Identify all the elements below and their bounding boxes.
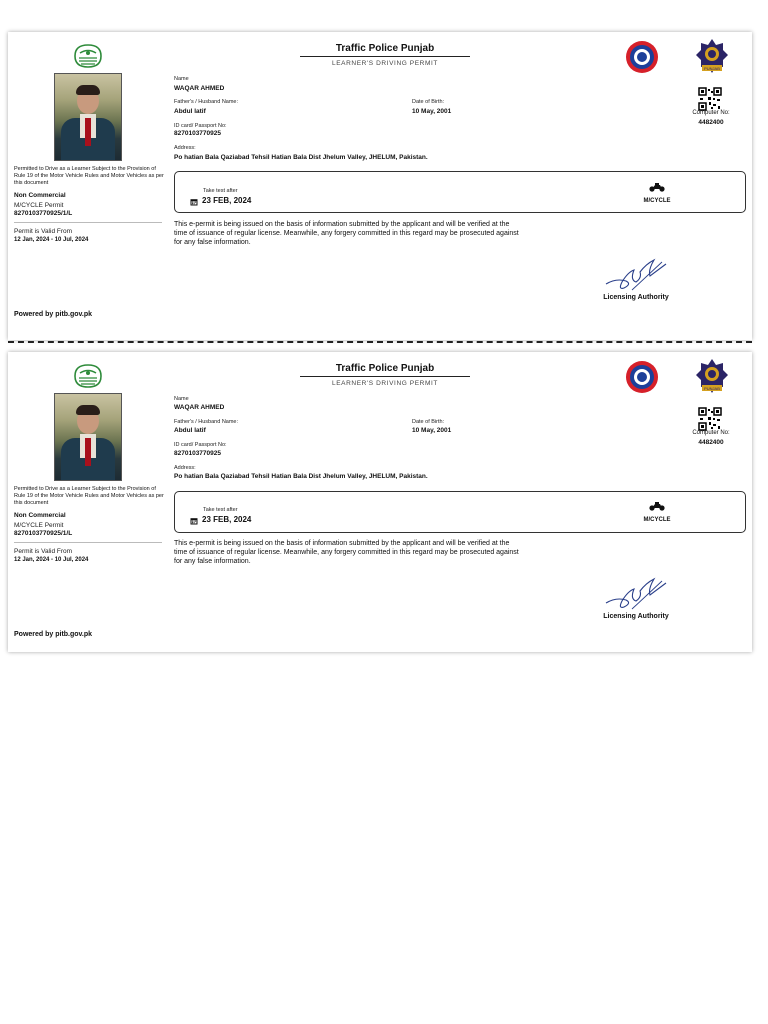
- father-label: Father's / Husband Name:: [174, 99, 239, 105]
- qr-code-icon: [698, 407, 722, 431]
- divider: [14, 222, 162, 223]
- address-label: Address:: [174, 465, 196, 471]
- title-rule: [300, 56, 470, 57]
- applicant-name: WAQAR AHMED: [174, 404, 225, 411]
- badge-text: PUNJAB: [704, 386, 720, 391]
- licensing-authority: Licensing Authority: [603, 294, 669, 301]
- title-rule: [300, 376, 470, 377]
- calendar-icon: [190, 198, 198, 206]
- badge-text: PUNJAB: [704, 66, 720, 71]
- date-of-birth: 10 May, 2001: [412, 427, 452, 434]
- address: Po hatian Bala Qaziabad Tehsil Hatian Bala Dist Jhelum Valley, JHELUM, Pakistan.: [174, 154, 428, 161]
- father-name: Abdul latif: [174, 427, 206, 434]
- non-commercial-label: Non Commercial: [14, 192, 66, 199]
- address-label: Address:: [174, 145, 196, 151]
- id-number: 8270103770925: [174, 450, 221, 457]
- name-label: Name: [174, 396, 189, 402]
- address: Po hatian Bala Qaziabad Tehsil Hatian Bala Dist Jhelum Valley, JHELUM, Pakistan.: [174, 473, 428, 480]
- header-title: Traffic Police Punjab: [335, 43, 435, 54]
- test-label: Take test after: [203, 507, 238, 513]
- test-date: 23 FEB, 2024: [202, 515, 252, 524]
- header-title: Traffic Police Punjab: [335, 363, 435, 374]
- id-number: 8270103770925: [174, 130, 221, 137]
- punjab-government-logo: [72, 42, 104, 70]
- test-label: Take test after: [203, 188, 238, 194]
- traffic-police-emblem: [625, 360, 659, 394]
- qr-code-icon: [698, 87, 722, 111]
- permit-number: 8270103770925/1/L: [14, 530, 73, 537]
- vehicle-type: M/CYCLE: [643, 517, 671, 523]
- powered-by: Powered by pitb.gov.pk: [14, 311, 93, 318]
- divider: [14, 542, 162, 543]
- punjab-government-logo: [72, 362, 104, 390]
- permit-card-2: [8, 352, 752, 652]
- valid-label: Permit is Valid From: [14, 548, 73, 555]
- non-commercial-label: Non Commercial: [14, 512, 66, 519]
- authority-signature: [602, 254, 672, 294]
- motorcycle-icon: [648, 182, 666, 192]
- vehicle-type: M/CYCLE: [643, 198, 671, 204]
- id-label: ID card/ Passport No:: [174, 123, 227, 129]
- valid-label: Permit is Valid From: [14, 228, 73, 235]
- cut-line: [8, 341, 752, 343]
- test-date-box: [174, 491, 746, 533]
- id-label: ID card/ Passport No:: [174, 442, 227, 448]
- valid-range: 12 Jan, 2024 - 10 Jul, 2024: [14, 557, 89, 563]
- computer-no: 4482400: [698, 119, 724, 126]
- motorcycle-icon: [648, 501, 666, 511]
- header-subtitle: LEARNER'S DRIVING PERMIT: [332, 60, 438, 67]
- test-date: 23 FEB, 2024: [202, 196, 252, 205]
- permitted-text: Permitted to Drive as a Learner Subject to the Provision of Rule 19 of the Motor Vehicle Rules and Motor Vehicles as per this document: [14, 166, 164, 186]
- punjab-police-badge: [695, 38, 729, 76]
- father-name: Abdul latif: [174, 108, 206, 115]
- applicant-photo: [54, 73, 122, 161]
- computer-no: 4482400: [698, 439, 724, 446]
- applicant-photo: [54, 393, 122, 481]
- test-date-box: [174, 171, 746, 213]
- permit-type: M/CYCLE Permit: [14, 202, 64, 209]
- permitted-text: Permitted to Drive as a Learner Subject to the Provision of Rule 19 of the Motor Vehicle Rules and Motor Vehicles as per this document: [14, 486, 164, 506]
- name-label: Name: [174, 76, 189, 82]
- punjab-police-badge: [695, 358, 729, 396]
- valid-range: 12 Jan, 2024 - 10 Jul, 2024: [14, 237, 89, 243]
- licensing-authority: Licensing Authority: [603, 613, 669, 620]
- calendar-icon: [190, 517, 198, 525]
- computer-no-label: Computer No:: [692, 110, 730, 116]
- powered-by: Powered by pitb.gov.pk: [14, 631, 93, 638]
- permit-type: M/CYCLE Permit: [14, 522, 64, 529]
- dob-label: Date of Birth:: [412, 99, 445, 105]
- disclaimer: This e-permit is being issued on the basis of information submitted by the applicant and will be verified at the time of issuance of regular license. Meanwhile, any forgery committed in this regard may be prosecuted against for any false information.: [174, 540, 519, 565]
- father-label: Father's / Husband Name:: [174, 419, 239, 425]
- applicant-name: WAQAR AHMED: [174, 85, 225, 92]
- authority-signature: [602, 573, 672, 613]
- traffic-police-emblem: [625, 40, 659, 74]
- computer-no-label: Computer No:: [692, 430, 730, 436]
- permit-card-1: [8, 32, 752, 340]
- permit-number: 8270103770925/1/L: [14, 210, 73, 217]
- dob-label: Date of Birth:: [412, 419, 445, 425]
- disclaimer: This e-permit is being issued on the basis of information submitted by the applicant and will be verified at the time of issuance of regular license. Meanwhile, any forgery committed in this regard may be prosecuted against for any false information.: [174, 221, 519, 246]
- header-subtitle: LEARNER'S DRIVING PERMIT: [332, 380, 438, 387]
- date-of-birth: 10 May, 2001: [412, 108, 452, 115]
